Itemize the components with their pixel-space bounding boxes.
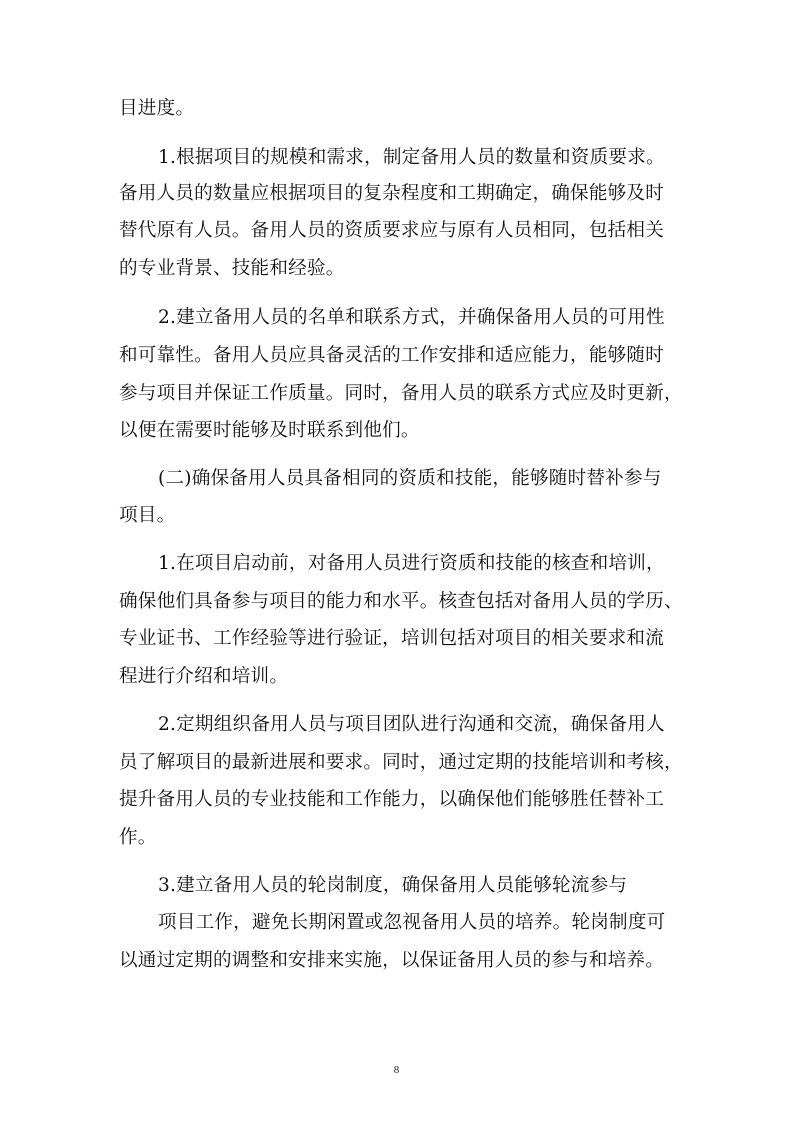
text-line-2: 1.根据项目的规模和需求，制定备用人员的数量和资质要求。 xyxy=(158,147,665,168)
text-line-4: 替代原有人员。备用人员的资质要求应与原有人员相同，包括相关 xyxy=(119,220,665,241)
text-line-22: 以通过定期的调整和安排来实施，以保证备用人员的参与和培养。 xyxy=(119,950,665,971)
text-line-11: 项目。 xyxy=(119,505,176,526)
text-line-1: 目进度。 xyxy=(119,98,195,119)
text-line-13: 确保他们具备参与项目的能力和水平。核查包括对备用人员的学历、 xyxy=(119,591,683,612)
text-line-3: 备用人员的数量应根据项目的复杂程度和工期确定，确保能够及时 xyxy=(119,183,665,204)
text-line-15: 程进行介绍和培训。 xyxy=(119,666,289,687)
text-line-20: 3.建立备用人员的轮岗制度，确保备用人员能够轮流参与 xyxy=(158,875,628,896)
text-line-18: 提升备用人员的专业技能和工作能力，以确保他们能够胜任替补工 xyxy=(119,789,665,810)
text-line-16: 2.定期组织备用人员与项目团队进行沟通和交流，确保备用人 xyxy=(158,714,665,735)
text-line-6: 2.建立备用人员的名单和联系方式，并确保备用人员的可用性 xyxy=(158,307,665,328)
text-line-21: 项目工作，避免长期闲置或忽视备用人员的培养。轮岗制度可 xyxy=(158,912,666,933)
page-number: 8 xyxy=(393,1064,400,1076)
text-line-5: 的专业背景、技能和经验。 xyxy=(119,258,345,279)
text-line-10: (二)确保备用人员具备相同的资质和技能，能够随时替补参与 xyxy=(158,468,662,489)
text-line-12: 1.在项目启动前，对备用人员进行资质和技能的核查和培训， xyxy=(158,553,665,574)
text-line-7: 和可靠性。备用人员应具备灵活的工作安排和适应能力，能够随时 xyxy=(119,345,665,366)
text-line-14: 专业证书、工作经验等进行验证，培训包括对项目的相关要求和流 xyxy=(119,628,665,649)
text-line-19: 作。 xyxy=(119,827,157,848)
text-line-17: 员了解项目的最新进展和要求。同时，通过定期的技能培训和考核， xyxy=(119,752,683,773)
text-line-9: 以便在需要时能够及时联系到他们。 xyxy=(119,420,420,441)
text-line-8: 参与项目并保证工作质量。同时，备用人员的联系方式应及时更新， xyxy=(119,383,683,404)
